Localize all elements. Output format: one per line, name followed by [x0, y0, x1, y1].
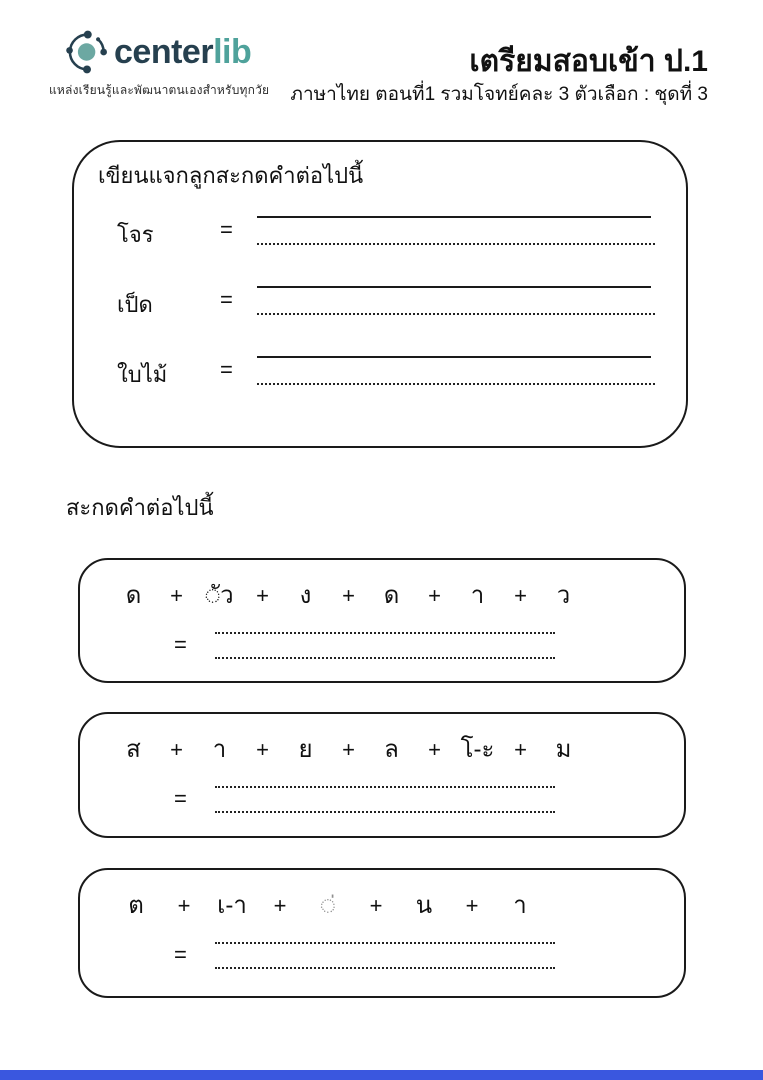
plus-sign: +: [428, 583, 441, 608]
plus-sign: +: [170, 583, 183, 608]
spell-section-instruction: สะกดคำต่อไปนี้: [66, 495, 214, 520]
answer-line-solid: [257, 356, 651, 358]
letter-token: ง: [299, 582, 312, 609]
spell-problem-box: [78, 712, 686, 838]
page-subtitle: ภาษาไทย ตอนที่1 รวมโจทย์คละ 3 ตัวเลือก : ชุดที่ 3: [290, 84, 708, 105]
equals-sign: =: [220, 287, 233, 312]
answer-line-dotted: [215, 942, 555, 944]
centerlib-logo: [64, 28, 251, 76]
spell-problem-box: [78, 868, 686, 998]
plus-sign: +: [170, 737, 183, 762]
give-word-row: [74, 286, 686, 322]
letter-token: ย: [298, 736, 313, 763]
equals-sign: =: [174, 786, 187, 811]
letter-token: ด: [383, 582, 400, 609]
letter-token-muted: ◌่: [320, 892, 336, 919]
plus-sign: +: [342, 583, 355, 608]
equals-sign: =: [174, 632, 187, 657]
logo-center-dot: [78, 43, 95, 60]
plus-sign: +: [465, 893, 479, 918]
token-row: [112, 886, 544, 926]
letter-token: ด: [125, 582, 142, 609]
plus-sign: +: [428, 737, 441, 762]
letter-token: า: [212, 736, 227, 763]
answer-line-dotted: [257, 383, 655, 385]
letter-token: น: [415, 892, 433, 919]
equals-sign: =: [174, 942, 187, 967]
letter-token: ส: [126, 736, 141, 763]
answer-line-dotted: [215, 657, 555, 659]
answer-line-dotted: [215, 811, 555, 813]
plus-sign: +: [342, 737, 355, 762]
plus-sign: +: [514, 737, 527, 762]
given-word: เป็ด: [117, 292, 153, 317]
equals-sign: =: [220, 357, 233, 382]
give-word-box: [72, 140, 688, 448]
logo-text-lib: lib: [213, 32, 252, 71]
orbit-dots-logo-icon: [64, 28, 110, 76]
given-word: ใบไม้: [117, 362, 168, 387]
token-row: [112, 576, 585, 616]
logo-text-center: center: [114, 32, 214, 71]
letter-token: า: [513, 892, 527, 919]
answer-line-dotted: [257, 243, 655, 245]
letter-token: โ-ะ: [460, 736, 495, 763]
plus-sign: +: [514, 583, 527, 608]
plus-sign: +: [369, 893, 383, 918]
plus-sign: +: [273, 893, 287, 918]
letter-token: ล: [384, 736, 399, 763]
page-title: เตรียมสอบเข้า ป.1: [469, 45, 708, 78]
letter-token: ว: [556, 582, 571, 609]
give-word-instruction: เขียนแจกลูกสะกดคำต่อไปนี้: [98, 163, 364, 188]
brand-tagline: แหล่งเรียนรู้และพัฒนาตนเองสำหรับทุกวัย: [49, 83, 270, 97]
answer-line-dotted: [215, 632, 555, 634]
letter-token: ◌ัว: [205, 582, 234, 609]
answer-line-solid: [257, 286, 651, 288]
answer-line-dotted: [215, 967, 555, 969]
letter-token: า: [470, 582, 485, 609]
plus-sign: +: [177, 893, 191, 918]
plus-sign: +: [256, 583, 269, 608]
give-word-row: [74, 356, 686, 392]
given-word: โจร: [117, 222, 154, 247]
logo-wordmark: [114, 33, 251, 72]
letter-token: เ-า: [217, 892, 247, 919]
give-word-row: [74, 216, 686, 252]
spell-problem-box: [78, 558, 686, 683]
footer-accent-bar: [0, 1070, 763, 1080]
answer-line-solid: [257, 216, 651, 218]
plus-sign: +: [256, 737, 269, 762]
equals-sign: =: [220, 217, 233, 242]
answer-line-dotted: [257, 313, 655, 315]
token-row: [112, 730, 585, 770]
answer-line-dotted: [215, 786, 555, 788]
letter-token: ม: [555, 736, 572, 763]
letter-token: ต: [128, 892, 144, 919]
